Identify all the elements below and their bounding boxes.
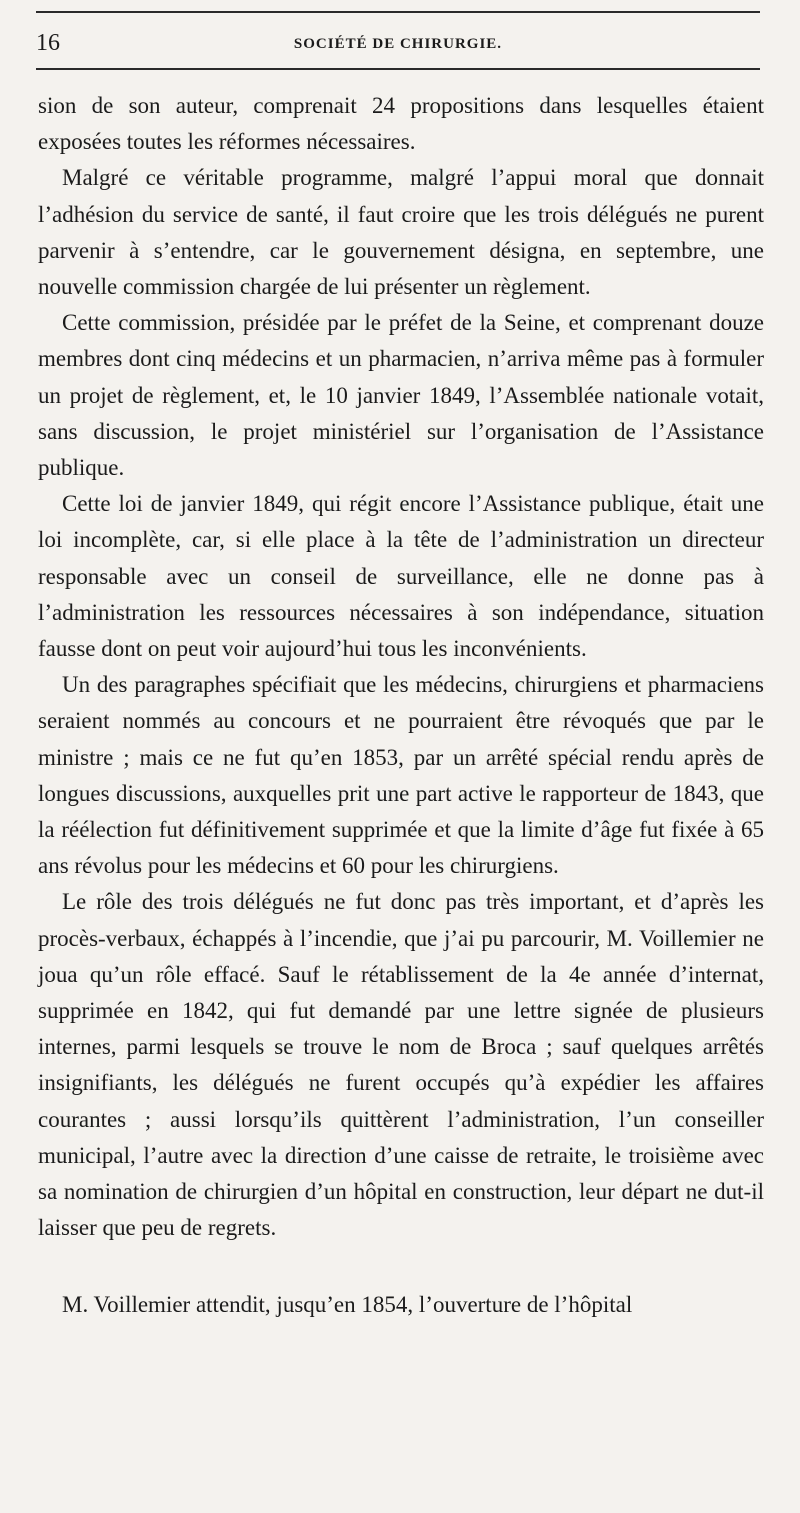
paragraph-1: sion de son auteur, comprenait 24 propositions dans lesquelles étaient exposées toutes les réformes nécessaires. <box>38 93 764 155</box>
top-rule <box>36 11 760 13</box>
page-number: 16 <box>36 30 60 56</box>
paragraph-6: Le rôle des trois délégués ne fut donc pas très important, et d’après les procès-verbaux, échappés à l’incendie, que j’ai pu parcourir, M. Voillemier ne joua qu’un rôle effacé. Sauf le rétablissement de la 4e année d’internat, supprimée en 1842, qui fut demandé par une lettre signée de plusieurs internes, parmi lesquels se trouve le nom de Broca ; sauf quelques arrêtés insignifiants, les délégués ne furent occupés qu’à expédier les affaires courantes ; aussi lorsqu’ils quittèrent l’administration, l’un conseiller municipal, l’autre avec la direction d’une caisse de retraite, le troisième avec sa nomination de chirurgien d’un hôpital en construction, leur départ ne dut-il laisser que peu de regrets. <box>38 889 764 1241</box>
paragraph-4: Cette loi de janvier 1849, qui régit encore l’Assistance publique, était une loi incomplète, car, si elle place à la tête de l’administration un directeur responsable avec un conseil de surveillance, elle ne donne pas à l’administration les ressources nécessaires à son indépendance, situation fausse dont on peut voir aujourd’hui tous les inconvénients. <box>38 491 764 662</box>
paragraph-2: Malgré ce véritable programme, malgré l’appui moral que donnait l’adhésion du service de santé, il faut croire que les trois délégués ne purent parvenir à s’entendre, car le gouvernement désigna, en septembre, une nouvelle commission chargée de lui présenter un règlement. <box>38 165 764 300</box>
paragraph-5: Un des paragraphes spécifiait que les médecins, chirurgiens et pharmaciens seraient nommés au concours et ne pourraient être révoqués que par le ministre ; mais ce ne fut qu’en 1853, par un arrêté spécial rendu après de longues discussions, auxquelles prit une part active le rapporteur de 1843, que la réélection fut définitivement supprimée et que la limite d’âge fut fixée à 65 ans révolus pour les médecins et 60 pour les chirurgiens. <box>38 672 764 879</box>
page-header <box>36 26 760 62</box>
paragraph-gap <box>38 1247 764 1287</box>
body-text <box>38 88 764 1323</box>
header-rule <box>36 68 760 70</box>
paragraph-7: M. Voillemier attendit, jusqu’en 1854, l’ouverture de l’hôpital <box>62 1291 633 1317</box>
paragraph-3: Cette commission, présidée par le préfet de la Seine, et comprenant douze membres dont cinq médecins et un pharmacien, n’arriva même pas à formuler un projet de règlement, et, le 10 janvier 1849, l’Assemblée nationale votait, sans discussion, le projet ministériel sur l’organisation de l’Assistance publique. <box>38 310 764 481</box>
running-title: SOCIÉTÉ DE CHIRURGIE. <box>293 36 503 52</box>
